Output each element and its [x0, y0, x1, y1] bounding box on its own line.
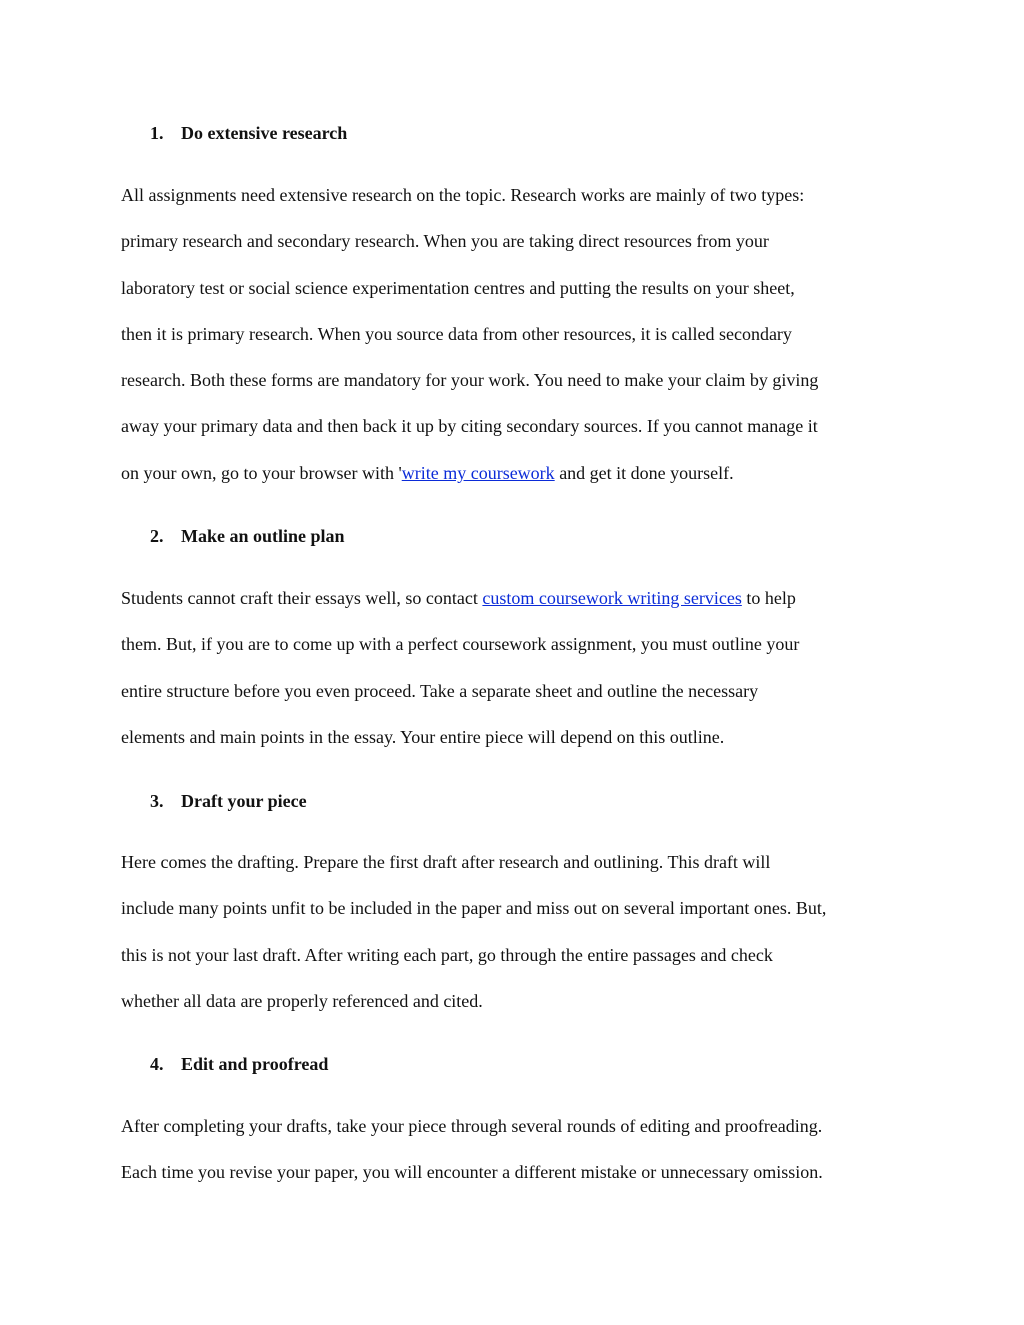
- section-number: 2.: [150, 526, 164, 546]
- line-text: and get it done yourself.: [554, 462, 734, 483]
- section-paragraph-2: [121, 575, 921, 760]
- custom-coursework-writing-services-link[interactable]: custom coursework writing services: [482, 588, 742, 608]
- section-heading-4: [150, 1053, 328, 1075]
- paragraph-line: Here comes the drafting. Prepare the first draft after research and outlining. This draft will: [121, 852, 771, 872]
- section-number: 4.: [150, 1054, 164, 1074]
- section-heading-1: [150, 122, 347, 144]
- line-text: on your own, go to your browser with ': [121, 462, 402, 483]
- section-title: Make an outline plan: [181, 526, 345, 546]
- section-title: Edit and proofread: [181, 1054, 329, 1074]
- paragraph-line: [121, 575, 921, 621]
- paragraph-line: After completing your drafts, take your piece through several rounds of editing and proofreading.: [121, 1116, 823, 1136]
- section-paragraph-3: [121, 839, 921, 1024]
- paragraph-line: whether all data are properly referenced and cited.: [121, 990, 483, 1011]
- paragraph-line: laboratory test or social science experimentation centres and putting the results on your sheet,: [121, 277, 795, 298]
- paragraph-line: then it is primary research. When you source data from other resources, it is called secondary: [121, 323, 792, 344]
- paragraph-line: research. Both these forms are mandatory for your work. You need to make your claim by giving: [121, 370, 819, 391]
- section-title: Draft your piece: [181, 791, 307, 811]
- line-text: Students cannot craft their essays well, so contact: [121, 588, 483, 608]
- paragraph-line: this is not your last draft. After writing each part, go through the entire passages and check: [121, 944, 773, 965]
- section-number: 3.: [150, 791, 164, 811]
- paragraph-line: include many points unfit to be included in the paper and miss out on several important ones. But,: [121, 898, 827, 919]
- line-text: to help: [741, 588, 796, 608]
- paragraph-line: primary research and secondary research. When you are taking direct resources from your: [121, 231, 769, 252]
- section-paragraph-1: [121, 172, 921, 496]
- paragraph-line: away your primary data and then back it up by citing secondary sources. If you cannot manage it: [121, 416, 818, 437]
- section-heading-3: [150, 790, 307, 812]
- paragraph-line: [121, 450, 921, 496]
- section-number: 1.: [150, 123, 164, 143]
- write-my-coursework-link[interactable]: write my coursework: [401, 462, 555, 483]
- paragraph-line: All assignments need extensive research on the topic. Research works are mainly of two types:: [121, 185, 805, 205]
- section-heading-2: [150, 525, 345, 547]
- paragraph-line: entire structure before you even proceed. Take a separate sheet and outline the necessary: [121, 680, 759, 701]
- paragraph-line: Each time you revise your paper, you will encounter a different mistake or unnecessary omission.: [121, 1162, 823, 1183]
- paragraph-line: elements and main points in the essay. Your entire piece will depend on this outline.: [121, 726, 725, 747]
- section-paragraph-4: [121, 1103, 921, 1196]
- section-title: Do extensive research: [181, 123, 348, 143]
- paragraph-line: them. But, if you are to come up with a perfect coursework assignment, you must outline your: [121, 634, 800, 655]
